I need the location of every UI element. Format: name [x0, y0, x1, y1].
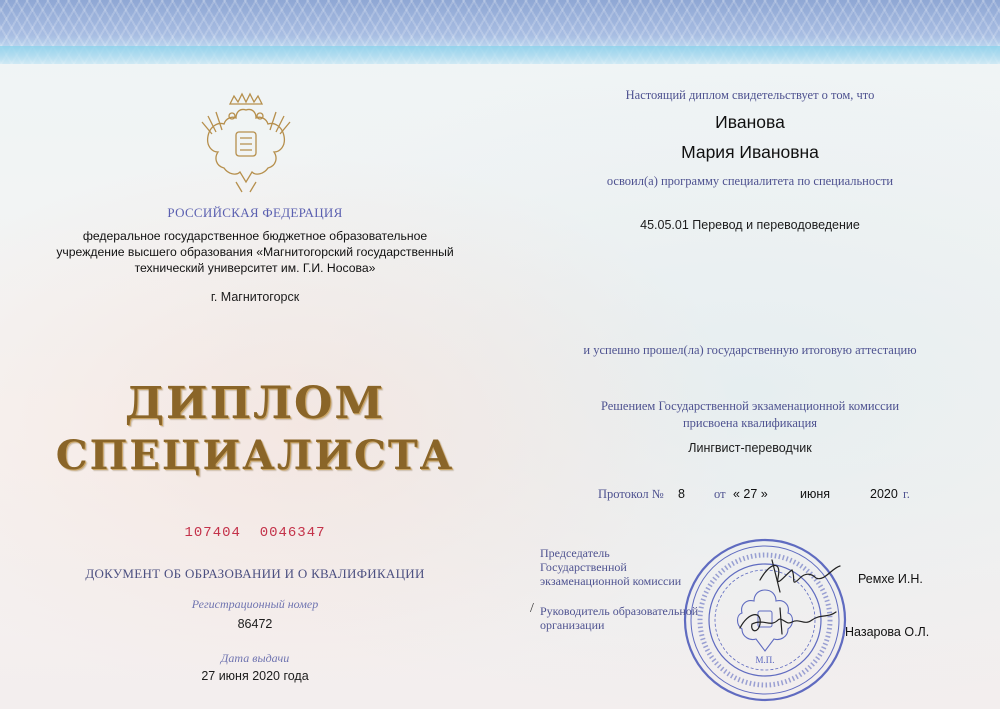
handwritten-signatures-icon	[720, 548, 860, 658]
organization-head-title	[540, 604, 740, 632]
protocol-day: « 27 »	[733, 487, 768, 501]
commission-line: Решением Государственной экзаменационной комиссии	[600, 399, 900, 413]
diploma-title-line2: СПЕЦИАЛИСТА	[55, 432, 455, 479]
head-name: Назарова О.Л.	[845, 625, 930, 639]
signature-slash: /	[530, 601, 534, 616]
attestation-statement: и успешно прошел(ла) государственную итоговую аттестацию	[583, 343, 917, 357]
head-title-line: Руководитель образовательной	[540, 604, 699, 618]
seal-label: М.П.	[755, 655, 775, 665]
institution-line: федеральное государственное бюджетное образовательное	[82, 229, 428, 243]
protocol-year: 2020	[870, 487, 898, 501]
document-type: ДОКУМЕНТ ОБ ОБРАЗОВАНИИ И О КВАЛИФИКАЦИИ	[85, 566, 425, 581]
protocol-from-label: от	[714, 487, 726, 501]
protocol-month: июня	[800, 487, 831, 501]
commission-line: присвоена квалификация	[682, 416, 818, 430]
chair-title-line: экзаменационной комиссии	[540, 574, 682, 588]
graduate-given-names: Мария Ивановна	[681, 142, 819, 162]
qualification: Лингвист-переводчик	[688, 441, 812, 455]
graduate-surname: Иванова	[715, 112, 785, 132]
diploma-title-line1: ДИПЛОМ	[124, 378, 386, 429]
registration-label: Регистрационный номер	[191, 597, 319, 611]
protocol-year-suffix: г.	[903, 487, 910, 501]
header-band-light	[0, 46, 1000, 64]
institution-name	[55, 228, 455, 276]
city: г. Магнитогорск	[210, 290, 300, 304]
certification-intro: Настоящий диплом свидетельствует о том, что	[625, 88, 875, 102]
institution-line: учреждение высшего образования «Магнитогорский государственный	[56, 245, 454, 259]
chair-title-line: Государственной	[540, 560, 627, 574]
chair-title-line: Председатель	[540, 546, 610, 560]
commission-chair-title	[540, 546, 740, 588]
protocol-number: 8	[678, 487, 685, 501]
chair-name: Ремхе И.Н.	[858, 572, 923, 586]
commission-decision	[545, 398, 955, 432]
registration-number: 86472	[237, 617, 273, 631]
specialty: 45.05.01 Перевод и переводоведение	[640, 218, 860, 232]
program-statement: освоил(а) программу специалитета по специальности	[606, 174, 894, 188]
issue-date-label: Дата выдачи	[220, 651, 290, 665]
institution-line: технический университет им. Г.И. Носова»	[134, 261, 376, 275]
protocol-label: Протокол №	[598, 487, 664, 501]
head-title-line: организации	[540, 618, 605, 632]
double-headed-eagle-emblem-icon	[196, 92, 296, 196]
serial-number: 107404 0046347	[184, 525, 326, 541]
issue-date: 27 июня 2020 года	[201, 669, 309, 683]
country-name: РОССИЙСКАЯ ФЕДЕРАЦИЯ	[167, 205, 343, 220]
